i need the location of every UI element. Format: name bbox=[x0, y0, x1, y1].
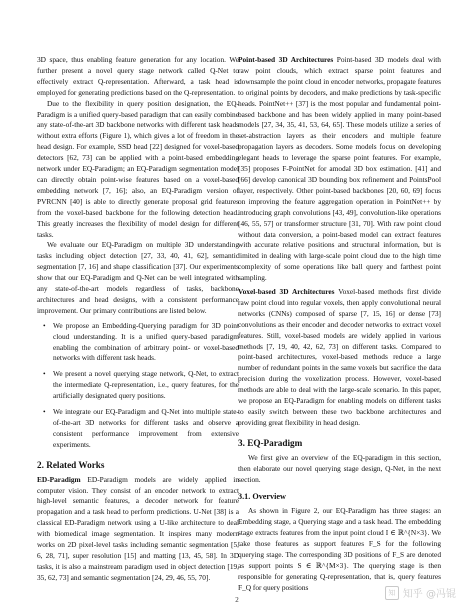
paragraph-point-based: Point-based 3D Architectures Point-based 3D models deal with raw point clouds, which extract sparse point features and downsample the point cloud in encoder networks, propagate features to original points by decoders, and make predictions by task-specific heads. PointNet++ [37] is the most popular and fundamental point-based backbone and has been widely applied in many point-based models [27, 34, 35, 41, 53, 64, 65]. These models utilize a series of set-abstraction layers as their encoders and multiple feature propagation layers as decoders. Some models focus on developing elegant heads to leverage the sparse point features. For example, [35] proposes F-PointNet for amodal 3D box estimation. [41] and [66] develop canonical 3D bounding box refinement and PointsPool layer, respectively. Other point-based backbones [20, 60, 69] focus on improving the feature aggregation operation in PointNet++ by introducing graph convolutions [43, 49], convolution-like operations [46, 55, 57] or transformer structure [31, 70]. With raw point cloud without data conversion, a point-based model can extract features with accurate relative positions and structural information, but is limited in dealing with large-scale point cloud due to the high time complexity of some operations like ball query and farthest point sampling. bbox=[238, 55, 441, 283]
bullet-glyph: • bbox=[43, 369, 46, 379]
run-in-heading: Voxel-based 3D Architectures bbox=[238, 287, 335, 297]
paragraph-ed-paradigm: ED-Paradigm ED-Paradigm models are widely applied in computer vision. They consist of an encoder network to extract high-level semantic features, a decoder network for feature propagation and a task head to perform predictions. U-Net [38] is a classical ED-Paradigm network using a U-like architecture to deal with biomedical image segmentation. It inspires many modern works on 2D pixel-level tasks including semantic segmentation [5, 6, 28, 71], super resolution [15] and matting [13, 45, 58]. In 3D tasks, it is also a mainstream paradigm used in object detection [19, 35, 62, 73] and semantic segmentation [24, 29, 46, 55, 70]. bbox=[37, 474, 239, 582]
subsection-heading-overview: 3.1. Overview bbox=[238, 492, 286, 502]
paragraph-intro-continued: 3D space, thus enabling feature generation for any location. We further present a novel query stage network called Q-Net to effectively extract Q-representation. Afterward, a task head is employed for generating predictions based on the Q-representation. bbox=[37, 55, 239, 97]
right-column bbox=[238, 55, 441, 594]
zhihu-watermark bbox=[385, 585, 456, 600]
section-heading-eq-paradigm: 3. EQ-Paradigm bbox=[238, 437, 303, 448]
bullet-glyph: • bbox=[43, 407, 46, 417]
contribution-item: • We present a novel querying stage network, Q-Net, to extract the intermediate Q-representation, i.e., query features, for the artificially designated query positions. bbox=[43, 369, 239, 401]
section-heading-related-works: 2. Related Works bbox=[37, 459, 105, 470]
page-number: 2 bbox=[235, 596, 239, 604]
run-in-heading: Point-based 3D Architectures bbox=[238, 55, 334, 64]
paragraph-section3-intro: We first give an overview of the EQ-paradigm in this section, then elaborate our novel querying stage design, Q-Net, in the next section. bbox=[238, 452, 441, 484]
paragraph-evaluation: We evaluate our EQ-Paradigm on multiple 3D understanding tasks including object detection [27, 33, 40, 41, 62], semantic segmentation [7, 16] and shape classification [37]. Our experiments show that our EQ-Paradigm and Q-Net can be well integrated with any state-of-the-art models regardless of tasks, backbone architectures and head designs, with a consistent performance improvement. Our primary contributions are listed below. bbox=[37, 240, 239, 315]
left-column bbox=[37, 55, 239, 584]
run-in-heading: ED-Paradigm bbox=[37, 474, 81, 484]
contributions-list bbox=[37, 321, 239, 451]
contribution-item: • We propose an Embedding-Querying paradigm for 3D point cloud understanding. It is a unified query-based paradigm enabling the combination of arbitrary point- or voxel-based networks with different task heads. bbox=[43, 320, 239, 363]
zhihu-logo-icon: 知 bbox=[385, 586, 399, 600]
paragraph-voxel-based: Voxel-based 3D Architectures Voxel-based methods first divide raw point cloud into regular voxels, then apply convolutional neural networks (CNNs) composed of sparse [7, 15, 16] or dense [73] convolutions as their encoder and decoder networks to extract voxel features. Still, voxel-based models are widely applied in various methods [7, 19, 40, 42, 62, 73] on different tasks. Compared to point-based architectures, voxel-based methods reduce a large number of redundant points in the same voxels but sacrifice the data precision during the voxelization process. However, voxel-based methods are able to deal with the large-scale scenario. In this paper, we propose an EQ-Paradigm for enabling models on different tasks to easily switch between these two backbone architectures and providing great flexibility in head design. bbox=[238, 287, 441, 427]
paragraph-flexibility: Due to the flexibility in query position designation, the EQ-Paradigm is a unified query-based paradigm that can easily combine any state-of-the-art 3D backbone networks with different task heads without extra efforts (Figure 1), which gives a lot of freedom in the head design. For example, SSD head [22] designed for voxel-based detectors [62, 73] can be applied with a point-based embedding network under EQ-Paradigm; an EQ-Paradigm segmentation model can directly obtain point-wise features based on a voxel-based embedding network [7, 16]; also, an EQ-Paradigm version of PVRCNN [40] is able to directly generate proposal grid features from the voxel-based backbone for the following detection head. This greatly increases the flexibility of model design for different tasks. bbox=[37, 98, 239, 239]
paragraph-overview: As shown in Figure 2, our EQ-Paradigm has three stages: an Embedding stage, a Querying stage and a task head. The embedding stage extracts features from the input point cloud I ∈ ℝ^{N×3}. We take those features as support features F_S for the following querying stage. The corresponding 3D positions of F_S are denoted as support points S ∈ ℝ^{M×3}. The querying stage is then responsible for generating Q-representation, that is, query features F_Q for query positions bbox=[238, 506, 441, 592]
watermark-text: 知乎 @冯锟 bbox=[402, 589, 456, 600]
bullet-glyph: • bbox=[43, 320, 46, 330]
contribution-item: • We integrate our EQ-Paradigm and Q-Net into multiple state-of-the-art 3D networks for different tasks and observe a consistent performance improvement from extensive experiments. bbox=[43, 407, 239, 449]
